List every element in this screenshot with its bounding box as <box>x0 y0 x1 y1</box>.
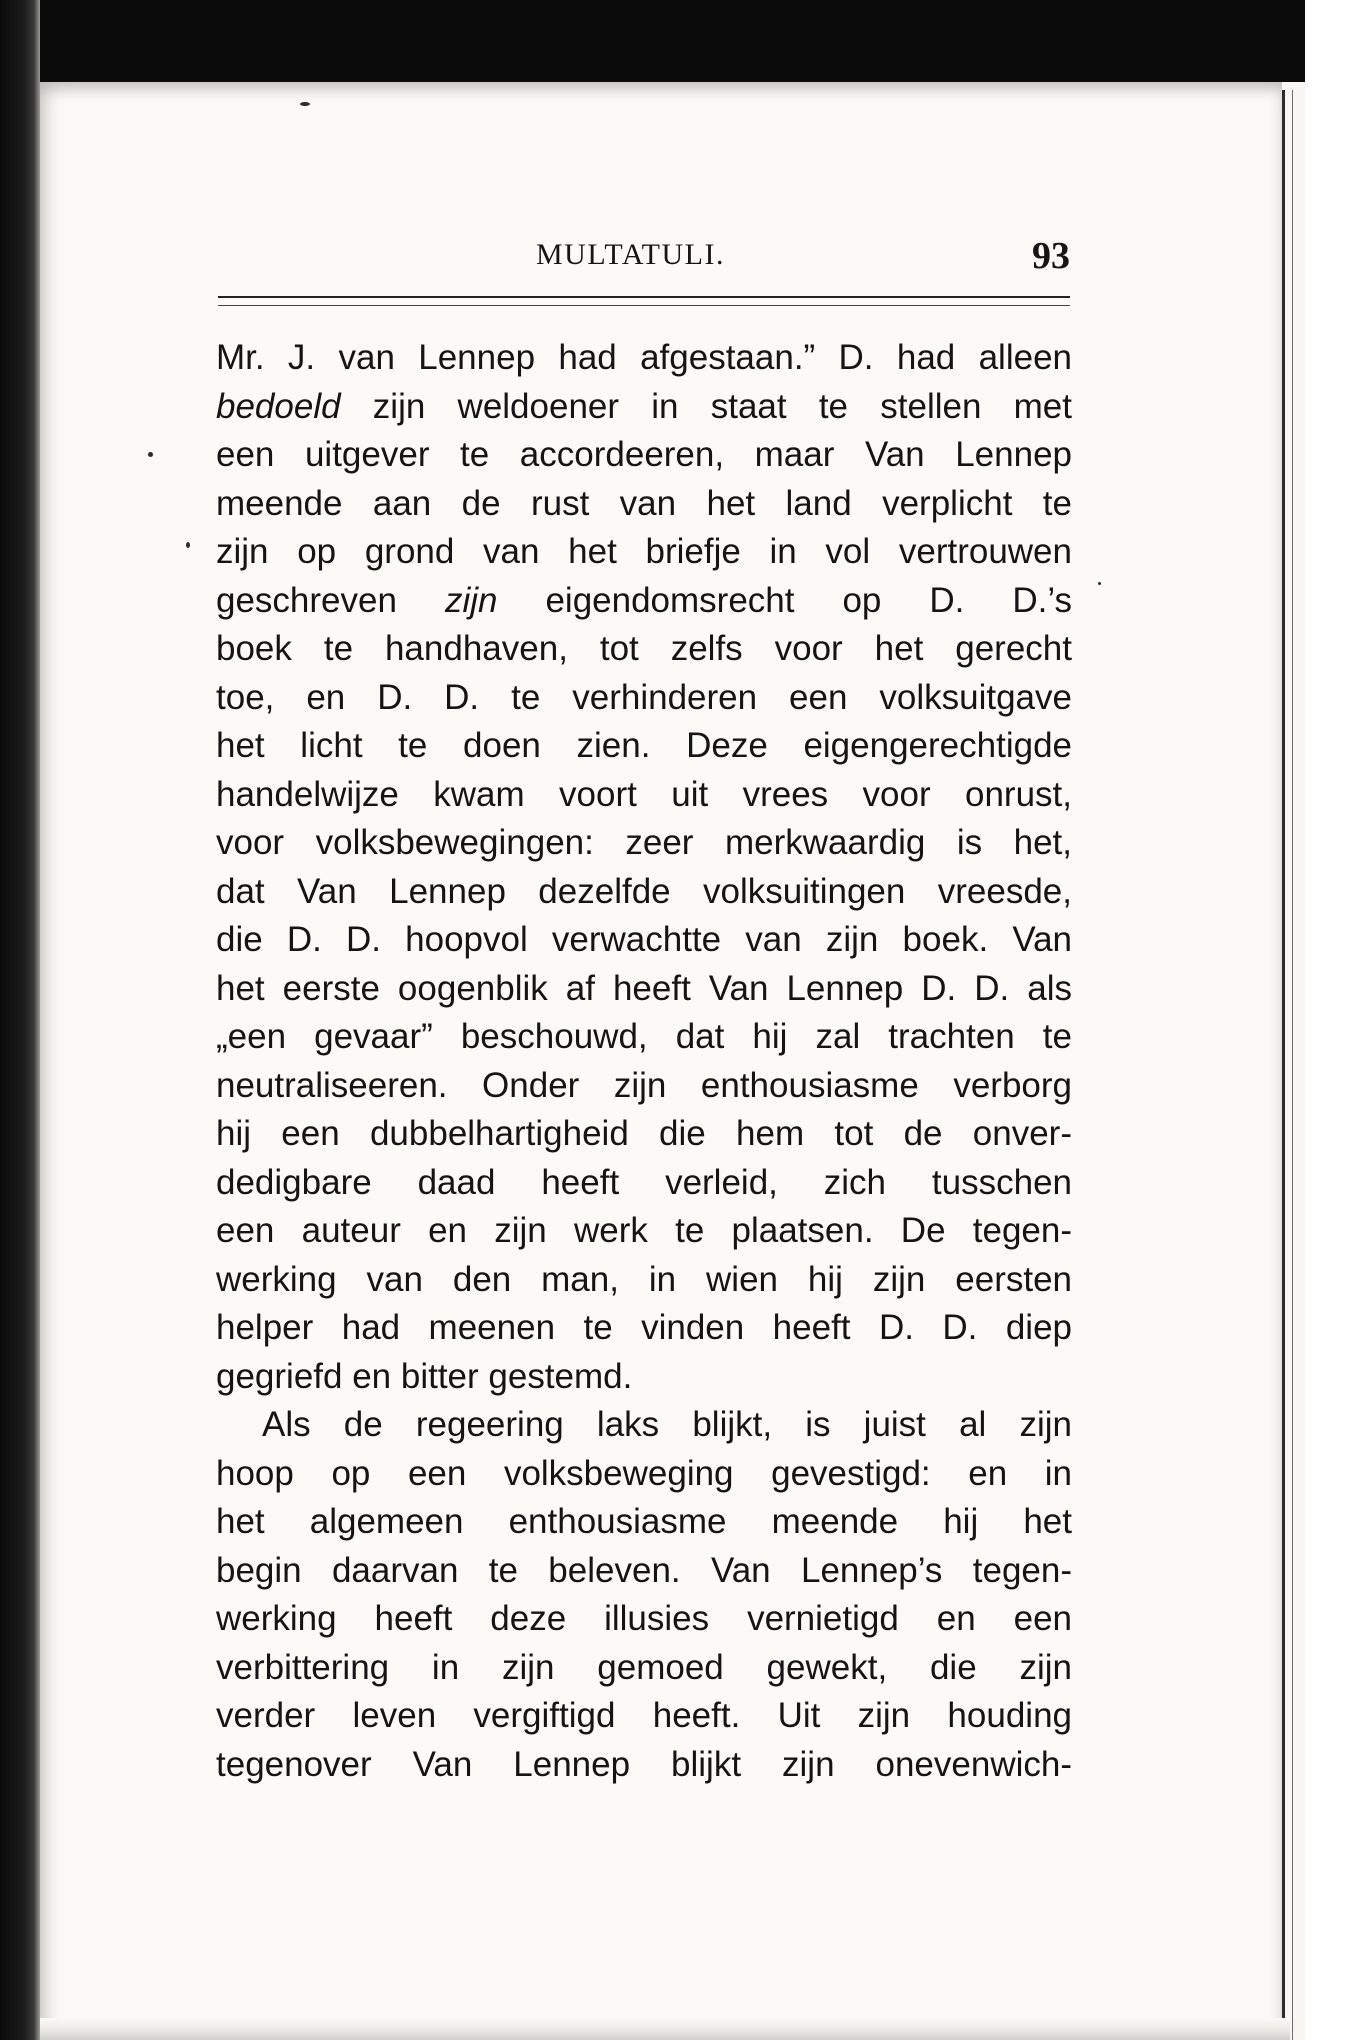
italic-word: zijn <box>444 580 498 620</box>
text-line-9: het licht te doen zien. Deze eigengerechtigde <box>216 726 1072 765</box>
scan-margin-right <box>1305 0 1349 2040</box>
text-line-5: zijn op grond van het briefje in vol vertrouwen <box>216 532 1072 571</box>
text-line-29: verder leven vergiftigd heeft. Uit zijn houding <box>216 1696 1072 1735</box>
text-line-8: toe, en D. D. te verhinderen een volksuitgave <box>216 677 1072 717</box>
page-edge-line-inner <box>1292 90 1293 2040</box>
text-line-10: handelwijze kwam voort uit vrees voor onrust, <box>216 774 1072 814</box>
text-line-15: „een gevaar” beschouwd, dat hij zal trachten te <box>216 1017 1072 1056</box>
scan-speck <box>300 102 310 106</box>
text-line-26: begin daarvan te beleven. Van Lennep’s tegen- <box>216 1550 1072 1590</box>
text-line-19: een auteur en zijn werk te plaatsen. De tegen- <box>216 1211 1072 1250</box>
text-line-6: geschreven zijn eigendomsrecht op D. D.’s <box>216 580 1072 620</box>
text-line-2: bedoeld zijn weldoener in staat te stellen met <box>216 386 1072 426</box>
scan-speck <box>186 542 190 548</box>
page-edge-line <box>1282 90 1285 2040</box>
scan-border-left <box>0 0 40 2040</box>
italic-word: bedoeld <box>216 386 341 426</box>
page-bottom-edge <box>40 2018 1290 2040</box>
scan-border-top <box>0 0 1349 82</box>
text-line-22: gegriefd en bitter gestemd. <box>216 1356 633 1396</box>
page-number: 93 <box>1032 235 1070 277</box>
text-line-1: Mr. J. van Lennep had afgestaan.” D. had alleen <box>216 338 1072 377</box>
text-line-23: Als de regeering laks blijkt, is juist al zijn <box>262 1405 1072 1444</box>
text-line-20: werking van den man, in wien hij zijn eersten <box>216 1259 1072 1299</box>
scan-speck <box>1098 582 1101 585</box>
text-line-3: een uitgever te accordeeren, maar Van Lennep <box>216 435 1072 474</box>
text-line-28: verbittering in zijn gemoed gewekt, die zijn <box>216 1647 1072 1687</box>
text-line-16: neutraliseeren. Onder zijn enthousiasme verborg <box>216 1065 1072 1105</box>
header-rule-thick <box>218 296 1070 298</box>
text-line-25: het algemeen enthousiasme meende hij het <box>216 1502 1072 1541</box>
text-line-17: hij een dubbelhartigheid die hem tot de onver- <box>216 1114 1072 1153</box>
text-line-27: werking heeft deze illusies vernietigd en een <box>216 1599 1072 1638</box>
text-line-24: hoop op een volksbeweging gevestigd: en in <box>216 1453 1072 1493</box>
text-line-18: dedigbare daad heeft verleid, zich tusschen <box>216 1162 1072 1202</box>
text-line-14: het eerste oogenblik af heeft Van Lennep D. D. als <box>216 968 1072 1008</box>
text-line-4: meende aan de rust van het land verplicht te <box>216 483 1072 523</box>
running-head <box>218 235 1070 288</box>
text-line-12: dat Van Lennep dezelfde volksuitingen vreesde, <box>216 871 1072 911</box>
body-text <box>216 334 1072 1789</box>
text-line-11: voor volksbewegingen: zeer merkwaardig is het, <box>216 823 1072 862</box>
text-line-13: die D. D. hoopvol verwachtte van zijn boek. Van <box>216 920 1072 959</box>
header-rule-thin <box>218 305 1070 306</box>
scan-speck <box>148 452 153 457</box>
text-line-30: tegenover Van Lennep blijkt zijn onevenwich- <box>216 1744 1072 1784</box>
running-title: MULTATULI. <box>536 238 725 271</box>
text-line-7: boek te handhaven, tot zelfs voor het gerecht <box>216 629 1072 668</box>
text-line-21: helper had meenen te vinden heeft D. D. diep <box>216 1308 1072 1347</box>
